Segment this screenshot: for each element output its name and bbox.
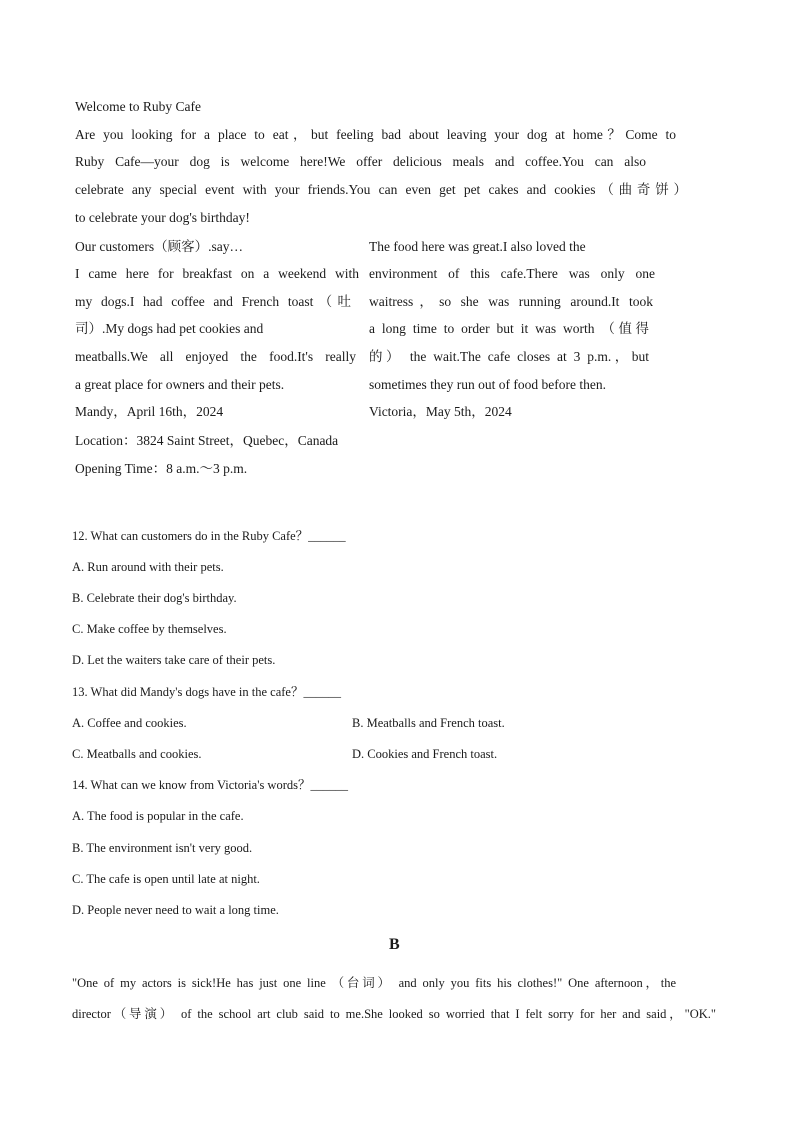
passage-b-line: "One of my actors is sick!He has just one line （台词） and only you fits his clothes!" One afternoon，the: [72, 976, 676, 990]
question-12-option-a: A. Run around with their pets.: [72, 560, 224, 574]
review-line: my dogs.I had coffee and French toast（吐: [75, 294, 351, 309]
passage-title: Welcome to Ruby Cafe: [75, 99, 202, 114]
review-line: a great place for owners and their pets.: [75, 377, 285, 392]
intro-line: Ruby Cafe—your dog is welcome here!We offer delicious meals and coffee.You can also: [75, 154, 646, 169]
question-14-option-c: C. The cafe is open until late at night.: [72, 872, 260, 886]
question-12-stem: 12. What can customers do in the Ruby Cafe？______: [72, 529, 346, 543]
intro-line: celebrate any special event with your friends.You can even get pet cakes and cookies（曲奇饼）: [75, 182, 687, 197]
review-line: waitress，so she was running around.It took: [369, 294, 653, 309]
review-line: environment of this cafe.There was only one: [369, 266, 655, 281]
review-signature: Victoria，May 5th，2024: [369, 404, 512, 419]
section-b-heading: B: [389, 936, 400, 953]
question-13-option-c: C. Meatballs and cookies.: [72, 747, 202, 761]
question-14-option-b: B. The environment isn't very good.: [72, 841, 253, 855]
review-signature: Mandy，April 16th，2024: [75, 404, 224, 419]
cafe-opening-time: Opening Time：8 a.m.～3 p.m.: [75, 461, 248, 476]
question-12-option-c: C. Make coffee by themselves.: [72, 622, 227, 636]
intro-line: to celebrate your dog's birthday!: [75, 210, 250, 225]
question-13-option-d: D. Cookies and French toast.: [352, 747, 498, 761]
question-13-option-b: B. Meatballs and French toast.: [352, 716, 505, 730]
review-line: 司）.My dogs had pet cookies and: [75, 321, 264, 336]
question-14-option-d: D. People never need to wait a long time.: [72, 903, 279, 917]
review-line: sometimes they run out of food before then.: [369, 377, 606, 392]
question-13-stem: 13. What did Mandy's dogs have in the cafe？______: [72, 685, 341, 699]
review-line: a long time to order but it was worth （值得: [369, 321, 649, 336]
question-12-option-d: D. Let the waiters take care of their pets.: [72, 653, 276, 667]
review-line: The food here was great.I also loved the: [369, 239, 586, 254]
review-line: 的） the wait.The cafe closes at 3 p.m.，but: [369, 349, 649, 364]
intro-line: Are you looking for a place to eat，but feeling bad about leaving your dog at home？Come to: [75, 127, 676, 142]
review-line: meatballs.We all enjoyed the food.It's really: [75, 349, 356, 364]
review-heading: Our customers（顾客）.say…: [75, 239, 243, 254]
question-14-option-a: A. The food is popular in the cafe.: [72, 809, 244, 823]
cafe-location: Location：3824 Saint Street，Quebec，Canada: [75, 433, 339, 448]
review-line: I came here for breakfast on a weekend with: [75, 266, 359, 281]
passage-b-line: director（导演） of the school art club said to me.She looked so worried that I felt sorry for her and said，"OK.": [72, 1007, 716, 1021]
question-12-option-b: B. Celebrate their dog's birthday.: [72, 591, 237, 605]
question-13-option-a: A. Coffee and cookies.: [72, 716, 187, 730]
question-14-stem: 14. What can we know from Victoria's words？______: [72, 778, 348, 792]
